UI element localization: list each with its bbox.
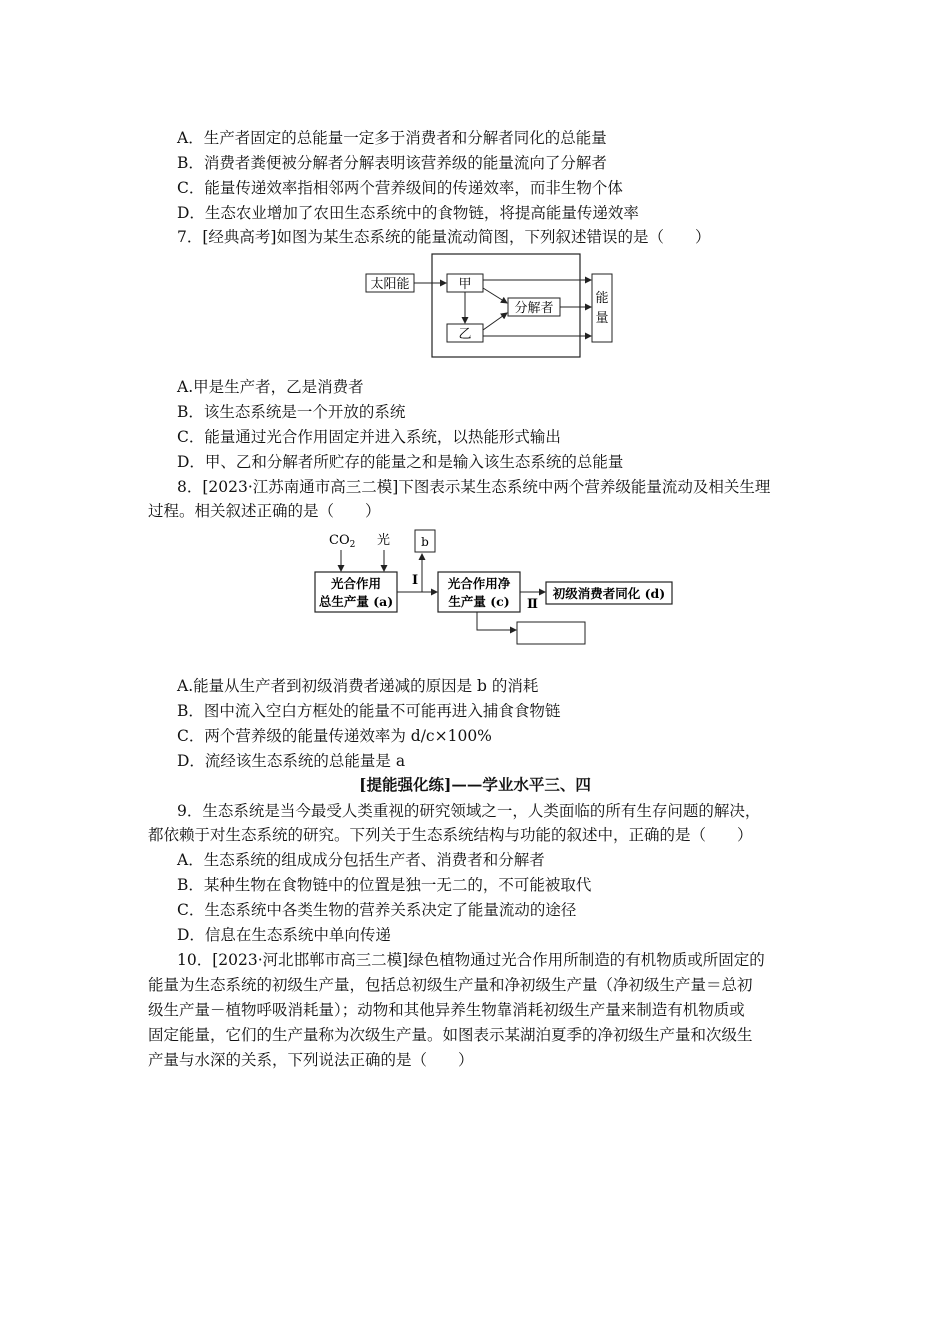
net-production-line1: 光合作用净 [447,576,511,591]
q9-option-b: B．某种生物在食物链中的位置是独一无二的，不可能被取代 [177,876,592,894]
decomposer-label: 分解者 [514,301,554,316]
q8-option-b: B．图中流入空白方框处的能量不可能再进入捕食食物链 [177,702,561,720]
net-production-line2: 生产量 (c) [448,594,510,609]
light-label: 光 [377,533,391,548]
b-label: b [421,535,429,549]
q7-option-b: B．该生态系统是一个开放的系统 [177,403,406,421]
q8-option-d: D．流经该生态系统的总能量是 a [177,752,406,770]
q8-stem-line1: 8．[2023·江苏南通市高三二模]下图表示某生态系统中两个营养级能量流动及相关生理 [177,478,771,496]
q10-line1: 10．[2023·河北邯郸市高三二模]绿色植物通过光合作用所制造的有机物质或所固定的 [177,951,765,969]
q7-option-d: D．甲、乙和分解者所贮存的能量之和是输入该生态系统的总能量 [177,453,624,471]
q10-line4: 固定能量，它们的生产量称为次级生产量。如图表示某湖泊夏季的净初级生产量和次级生 [148,1026,753,1044]
q10-line3: 级生产量－植物呼吸消耗量）；动物和其他异养生物靠消耗初级生产量来制造有机物质或 [148,1001,745,1019]
sun-label: 太阳能 [370,277,410,292]
energy-label-1: 能 [595,291,609,306]
process-II-label: Ⅱ [527,597,538,612]
q8-option-a: A.能量从生产者到初级消费者递减的原因是 b 的消耗 [177,677,539,695]
q9-stem-line1: 9．生态系统是当今最受人类重视的研究领域之一，人类面临的所有生存问题的解决， [177,802,761,820]
primary-consumer-label: 初级消费者同化 (d) [552,586,666,601]
q9-option-c: C．生态系统中各类生物的营养关系决定了能量流动的途径 [177,901,577,919]
gross-production-line2: 总生产量 (a) [318,594,394,609]
q10-line2: 能量为生态系统的初级生产量，包括总初级生产量和净初级生产量（净初级生产量＝总初 [148,976,753,994]
blank-box [517,622,585,644]
q7-option-c: C．能量通过光合作用固定并进入系统，以热能形式输出 [177,428,561,446]
section-title: [提能强化练]——学业水平三、四 [359,775,591,794]
q7-option-a: A.甲是生产者，乙是消费者 [177,378,364,396]
q8-stem-line2: 过程。相关叙述正确的是（ ） [148,502,381,520]
q6-option-a: A．生产者固定的总能量一定多于消费者和分解者同化的总能量 [177,129,607,147]
q8-option-c: C．两个营养级的能量传递效率为 d/c×100% [177,727,492,745]
jia-label: 甲 [458,277,472,292]
gross-production-line1: 光合作用 [330,576,382,591]
q9-option-d: D．信息在生态系统中单向传递 [177,926,391,944]
yi-label: 乙 [458,327,472,342]
energy-label-2: 量 [595,311,609,326]
q6-option-d: D．生态农业增加了农田生态系统中的食物链，将提高能量传递效率 [177,204,639,222]
q10-line5: 产量与水深的关系，下列说法正确的是（ ） [148,1051,474,1069]
q6-option-c: C．能量传递效率指相邻两个营养级间的传递效率，而非生物个体 [177,179,623,197]
q7-stem: 7．[经典高考]如图为某生态系统的能量流动简图，下列叙述错误的是（ ） [177,228,711,246]
co2-label: $CO_2$ [329,533,356,550]
q8-energy-flow-diagram [305,526,685,650]
energy-box [592,274,612,342]
q7-energy-flow-diagram [360,250,620,362]
q9-stem-line2: 都依赖于对生态系统的研究。下列关于生态系统结构与功能的叙述中，正确的是（ ） [148,826,753,844]
q9-option-a: A．生态系统的组成成分包括生产者、消费者和分解者 [177,851,545,869]
process-I-label: Ⅰ [412,573,419,588]
q6-option-b: B．消费者粪便被分解者分解表明该营养级的能量流向了分解者 [177,154,607,172]
